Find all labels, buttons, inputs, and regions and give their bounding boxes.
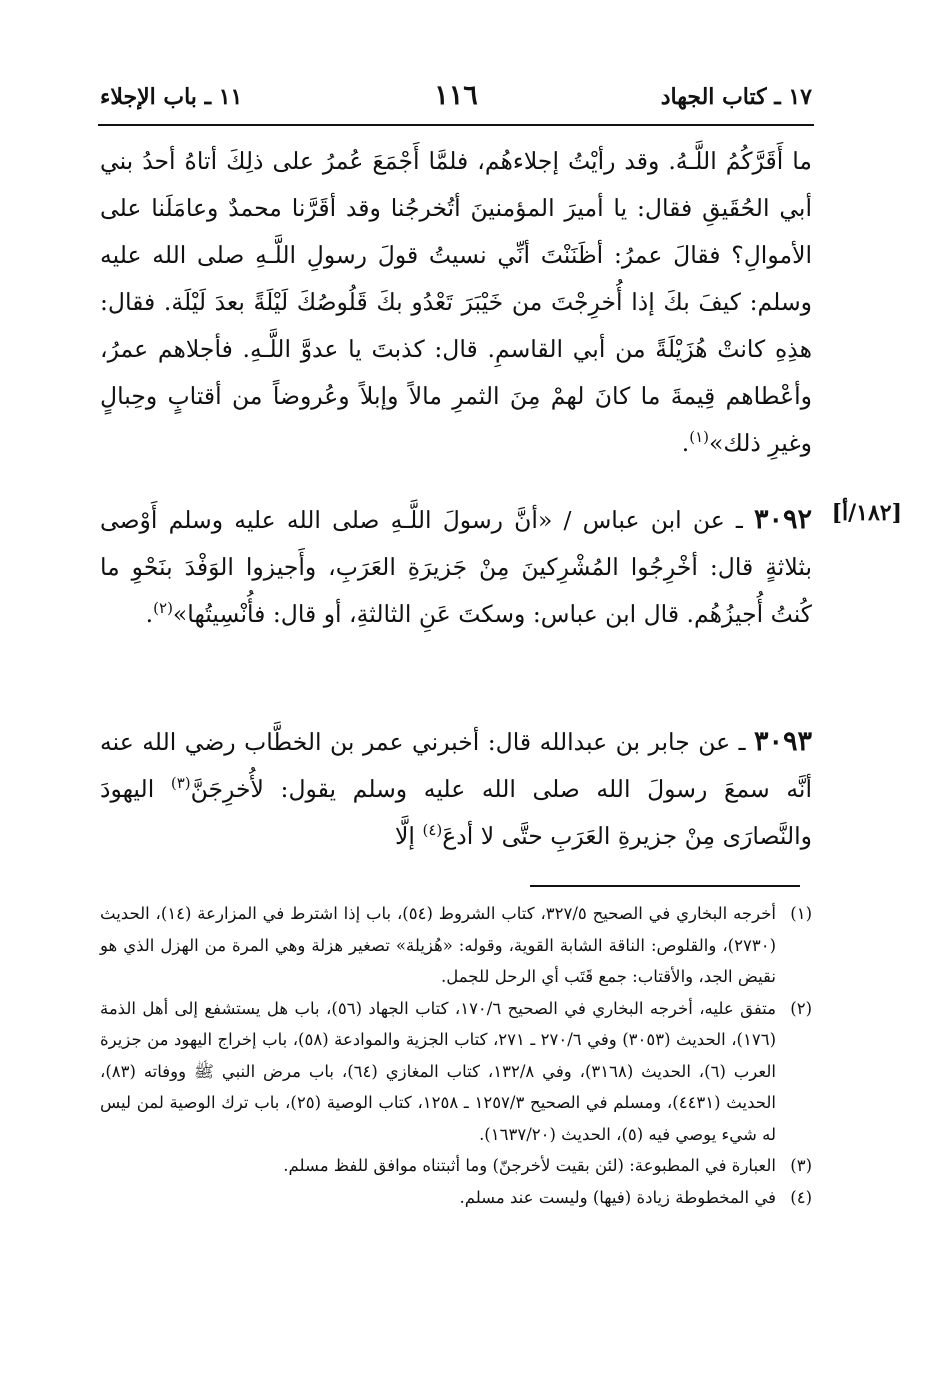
hadith-text-continued: اليهودَ والنَّصارَى مِنْ جزيرةِ العَرَبِ حتَّى لا أدعَ xyxy=(100,775,812,850)
footnote-ref-4: (٤) xyxy=(422,821,443,840)
footnote-text: العبارة في المطبوعة: (لئن بقيت لأخرجنّ) وما أثبتناه موافق للفظ مسلم. xyxy=(283,1156,776,1175)
footnote-text: في المخطوطة زيادة (فيها) وليست عند مسلم. xyxy=(459,1187,776,1207)
manuscript-folio-ref: [١٨٢/أ] xyxy=(831,500,902,526)
paragraph-continuation xyxy=(100,138,812,467)
hadith-3092 xyxy=(100,496,812,638)
section-title: ١١ ـ باب الإجلاء xyxy=(100,84,243,110)
footnote-3 xyxy=(100,1150,812,1182)
hadith-text: ـ عن جابر بن عبدالله قال: أخبرني عمر بن الخطَّاب رضي الله عنه أنَّه سمعَ رسولَ الله صلى الله عليه وسلم يقول: لأُخرِجَنَّ xyxy=(100,728,812,803)
footnotes xyxy=(100,898,812,1213)
footnote-text: أخرجه البخاري في الصحيح ٣٢٧/٥، كتاب الشروط (٥٤)، باب إذا اشترط في المزارعة (١٤)، الحديث (٢٧٣٠)، والقلوص: الناقة الشابة القوية، وقوله: «هُزيلة» تصغير هزلة وهي المرة من الهزل الذي هو نقيض الجد، والأقتاب: جمع قَتَب أي الرحل للجمل. xyxy=(100,904,777,986)
chapter-title: ١٧ ـ كتاب الجهاد xyxy=(660,84,812,110)
hadith-text: ـ عن ابن عباس / «أنَّ رسولَ اللَّـهِ صلى الله عليه وسلم أَوْصى بثلاثةٍ قال: أخْرِجُوا المُشْرِكينَ مِنْ جَزيرَةِ العَرَبِ، وأَجيزوا الوَفْدَ بنَحْوِ ما كُنتُ أُجيزُهُم. قال ابن عباس: وسكتَ عَنِ الثالثةِ، أو قال: فأُنْسِيتُها» xyxy=(100,506,812,628)
footnote-4 xyxy=(100,1182,812,1214)
hadith-3093 xyxy=(100,718,812,860)
page-number: ١١٦ xyxy=(434,80,478,111)
footnote-separator xyxy=(530,885,800,887)
footnote-1 xyxy=(100,898,812,993)
hadith-end: . xyxy=(145,600,154,628)
footnote-number: (١) xyxy=(790,904,812,923)
header-rule xyxy=(98,124,814,126)
paragraph-end: . xyxy=(681,429,690,457)
hadith-number: ٣٠٩٣ xyxy=(753,726,812,757)
footnote-number: (٤) xyxy=(790,1187,812,1207)
page-header xyxy=(100,80,812,120)
footnote-ref-2: (٢) xyxy=(153,599,173,618)
footnote-number: (٣) xyxy=(790,1156,812,1175)
footnote-text: متفق عليه، أخرجه البخاري في الصحيح ١٧٠/٦، كتاب الجهاد (٥٦)، باب هل يستشفع إلى أهل الذمة (١٧٦)، الحديث (٣٠٥٣) وفي ٢٧٠/٦ ـ ٢٧١، كتاب الجزية والموادعة (٥٨)، باب إخراج اليهود من جزيرة العرب (٦)، الحديث (٣١٦٨)، وفي ١٣٢/٨، كتاب المغازي (٦٤)، باب مرض النبي ﷺ ووفاته (٨٣)، الحديث (٤٤٣١)، ومسلم في الصحيح ١٢٥٧/٣ ـ ١٢٥٨، كتاب الوصية (٢٥)، باب ترك الوصية لمن ليس له شيء يوصي فيه (٥)، الحديث (١٦٣٧/٢٠). xyxy=(100,998,777,1144)
hadith-number: ٣٠٩٢ xyxy=(753,504,812,535)
hadith-text-end: إلَّا xyxy=(395,822,415,850)
footnote-number: (٢) xyxy=(790,998,812,1018)
paragraph-text: ما أَقَرَّكُمُ اللَّـهُ. وقد رأيْتُ إجلاءهُم، فلمَّا أَجْمَعَ عُمرُ على ذلِكَ أتاهُ أحدُ بني أبي الحُقَيقِ فقال: يا أميرَ المؤمنينَ أتُخرجُنا وقد أقَرَّنا محمدٌ وعامَلَنا على الأموالِ؟ فقالَ عمرُ: أظَنَنْتَ أنِّي نسيتُ قولَ رسولِ اللَّـهِ صلى الله عليه وسلم: كيفَ بكَ إذا أُخرِجْتَ من خَيْبَرَ تَعْدُو بكَ قَلُوصُكَ لَيْلَةً بعدَ لَيْلَة. فقال: هذِهِ كانتْ هُزَيْلَةً من أبي القاسمِ. قال: كذبتَ يا عدوَّ اللَّـهِ. فأجلاهم عمرُ، وأعْطاهم قِيمةَ ما كانَ لهمْ مِنَ الثمرِ مالاً وإبلاً وعُروضاً من أقتابٍ وحِبالٍ وغيرِ ذلك» xyxy=(100,147,812,457)
footnote-ref-1: (١) xyxy=(689,428,710,447)
footnote-2 xyxy=(100,993,812,1151)
footnote-ref-3: (٣) xyxy=(170,774,191,793)
